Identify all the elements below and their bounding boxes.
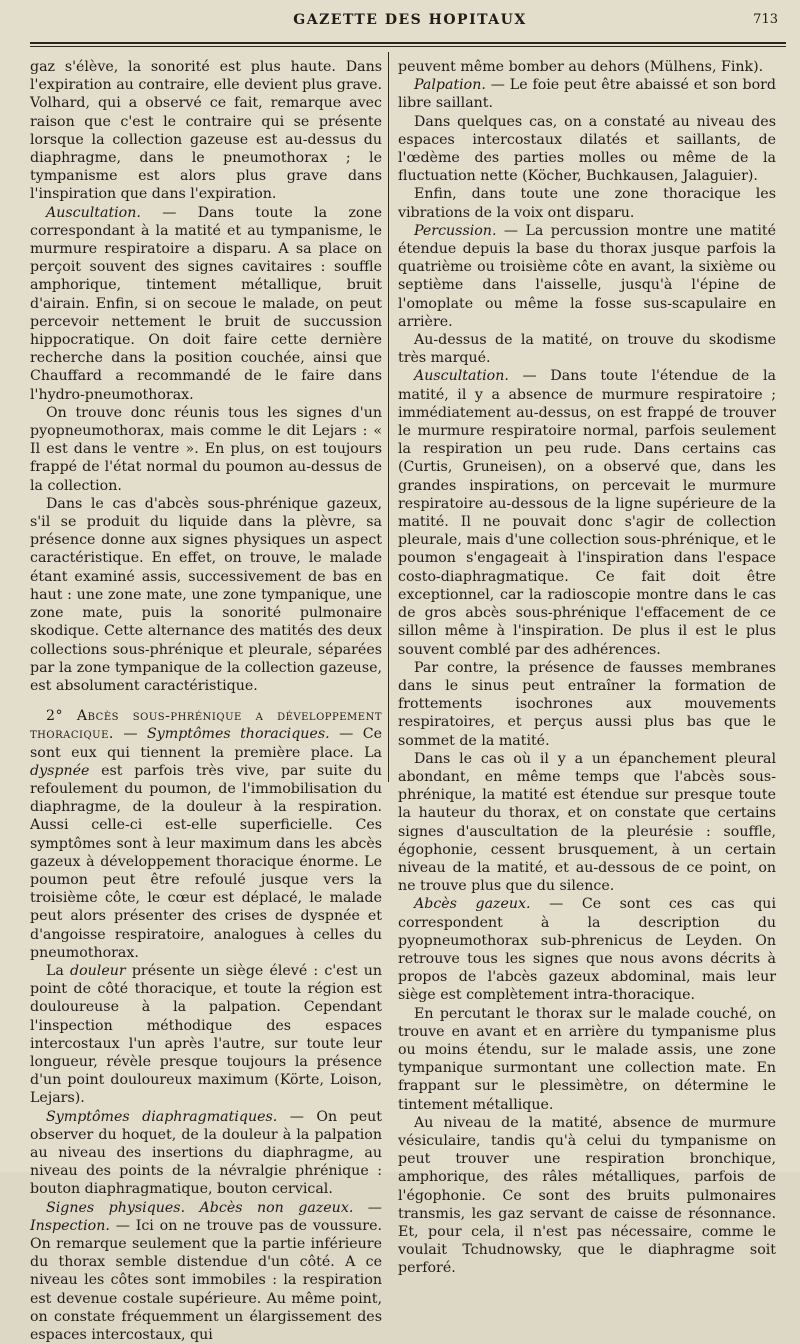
paragraph: Signes physiques. Abcès non gazeux. — Inspection. — Ici on ne trouve pas de voussure. On remarque seulement que la partie inférieure du thorax semble distendue d'un côté. A ce niveau les côtes sont immobiles : la respiration est devenue costale supérieure. Au même point, on constate fréquemment un élargissement des espaces intercostaux, qui (30, 1199, 382, 1344)
paragraph: Au niveau de la matité, absence de murmure vésiculaire, tandis qu'à celui du tympanisme on peut trouver une respiration bronchique, amphorique, des râles métalliques, parfois de l'égophonie. Ce sont des bruits pulmonaires transmis, les gaz servant de caisse de résonnance. Et, pour cela, il n'est pas nécessaire, comme le voulait Tchudnowsky, que le diaphragme soit perforé. (398, 1114, 776, 1277)
header-rule (30, 42, 786, 44)
paragraph: Auscultation. — Dans toute la zone correspondant à la matité et au tympanisme, le murmure respiratoire a disparu. A sa place on perçoit souvent des signes cavitaires : souffle amphorique, tintement métallique, bruit d'airain. Enfin, si on secoue le malade, on peut percevoir nettement le bruit de succussion hippocratique. On doit faire cette dernière recherche dans la position couchée, ainsi que Chauffard a recommandé de le faire dans l'hydro-pneumothorax. (30, 204, 382, 403)
paragraph: Palpation. — Le foie peut être abaissé et son bord libre saillant. (398, 77, 776, 112)
paragraph: Dans le cas d'abcès sous-phrénique gazeux, s'il se produit du liquide dans la plèvre, sa présence donne aux signes physiques un aspect caractéristique. En effet, on trouve, le malade étant examiné assis, successivement de bas en haut : une zone mate, une zone tympanique, une zone mate, puis la sonorité pulmonaire skodique. Cette alternance des matités des deux collections sous-phrénique et pleurale, séparées par la zone tympanique de la collection gazeuse, est absolument caractéristique. (30, 495, 382, 694)
paragraph: Au-dessus de la matité, on trouve du skodisme très marqué. (398, 332, 776, 367)
paragraph: Percussion. — La percussion montre une matité étendue depuis la base du thorax jusque parfois la quatrième ou troisième côte en avant, la sixième ou septième dans l'aisselle, jusqu'à l'épine de l'omoplate ou même la fosse sus-scapulaire en arrière. (398, 222, 776, 330)
paragraph: peuvent même bomber au dehors (Mülhens, Fink). (398, 59, 764, 75)
subheading: Signes physiques. Abcès non gazeux. — Inspection. (30, 1199, 382, 1234)
paragraph: Enfin, dans toute une zone thoracique les vibrations de la voix ont disparu. (398, 186, 776, 221)
paragraph: gaz s'élève, la sonorité est plus haute. Dans l'expiration au contraire, elle devient plus grave. Volhard, qui a observé ce fait, remarque avec raison que c'est le contraire qui se présente lorsque la collection gazeuse est au-dessus du diaphragme, dans le pneumothorax ; le tympanisme est alors plus grave dans l'inspiration que dans l'expiration. (30, 59, 382, 203)
paragraph: Abcès gazeux. — Ce sont ces cas qui correspondent à la description du pyopneumothorax sub-phrenicus de Leyden. On retrouve tous les signes que nous avons décrits à propos de l'abcès gazeux abdominal, mais leur siège est complètement intra-thoracique. (398, 896, 776, 1004)
subheading: Symptômes diaphragmatiques. (46, 1108, 278, 1125)
page-number: 713 (753, 12, 778, 27)
header-rule-thin (30, 46, 786, 47)
paragraph: Auscultation. — Dans toute l'étendue de la matité, il y a absence de murmure respiratoire ; immédiatement au-dessus, on est frappé de trouver le murmure respiratoire normal, parfois seulement la respiration un peu rude. Dans certains cas (Curtis, Gruneisen), on a observé que, dans les grandes inspirations, on percevait le murmure respiratoire au-dessous de la ligne supérieure de la matité. Il ne pouvait donc s'agir de collection pleurale, mais d'une collection sous-phrénique, et le poumon s'engageait à l'inspiration dans l'espace costo-diaphragmatique. Ce fait doit être exceptionnel, car la radioscopie montre dans le cas de gros abcès sous-phrénique l'effacement de ce sillon même à l'inspiration. De plus il est le plus souvent comblé par des adhérences. (398, 368, 776, 658)
left-column (30, 58, 382, 1344)
section-heading: 2° Abcès sous-phrénique a développement thoracique. (30, 708, 382, 743)
section-paragraph: 2° Abcès sous-phrénique a développement thoracique. — Symptômes thoraciques. — Ce sont eux qui tiennent la première place. La dyspnée est parfois très vive, par suite du refoulement du poumon, de l'immobilisation du diaphragme, de la douleur à la respiration. Aussi celle-ci est-elle superficielle. Ces symptômes sont à leur maximum dans les abcès gazeux à développement thoracique énorme. Le poumon peut être refoulé jusque vers la troisième côte, le cœur est déplacé, le malade peut alors présenter des crises de dyspnée et d'angoisse respiratoire, analogues à celles du pneumothorax. (30, 708, 382, 961)
paragraph: Symptômes diaphragmatiques. — On peut observer du hoquet, de la douleur à la palpation au niveau des insertions du diaphragme, au niveau des points de la névralgie phrénique : bouton diaphragmatique, bouton cervical. (30, 1108, 382, 1198)
paragraph: Dans quelques cas, on a constaté au niveau des espaces intercostaux dilatés et saillants, de l'œdème des parties molles ou même de la fluctuation nette (Köcher, Buchkausen, Jalaguier). (398, 113, 776, 185)
running-title: GAZETTE DES HOPITAUX (293, 12, 527, 28)
paragraph: Par contre, la présence de fausses membranes dans le sinus peut entraîner la formation de frottements isochrones aux mouvements respiratoires, et perçus aussi plus bas que le sommet de la matité. (398, 659, 776, 749)
paragraph: On trouve donc réunis tous les signes d'un pyopneumothorax, mais comme le dit Lejars : « Il est dans le ventre ». En plus, on est toujours frappé de l'état normal du poumon au-dessus de la collection. (30, 404, 382, 494)
subheading: Symptômes thoraciques. (147, 726, 330, 743)
paragraph: La douleur présente un siège élevé : c'est un point de côté thoracique, et toute la région est douloureuse à la palpation. Cependant l'inspection méthodique des espaces intercostaux l'un après l'autre, sur toute leur longueur, révèle presque toujours la présence d'un point douloureux maximum (Körte, Loison, Lejars). (30, 962, 382, 1107)
right-column (398, 58, 776, 1278)
subheading: Auscultation. (46, 204, 141, 221)
subheading: Percussion. (414, 222, 497, 239)
subheading: Abcès gazeux. (414, 896, 531, 913)
paragraph: Dans le cas où il y a un épanchement pleural abondant, en même temps que l'abcès sous-phrénique, la matité est étendue sur presque toute la hauteur du thorax, et on constate que certains signes d'auscultation de la pleurésie : souffle, égophonie, cessent brusquement, à un certain niveau de la matité, et au-dessous de ce point, on ne trouve plus que du silence. (398, 750, 776, 895)
paragraph: En percutant le thorax sur le malade couché, on trouve en avant et en arrière du tympanisme plus ou moins étendu, sur le malade assis, une zone tympanique surmontant une collection mate. En frappant sur le plessimètre, on détermine le tintement métallique. (398, 1005, 776, 1113)
subheading: Auscultation. (414, 368, 509, 385)
page-header (30, 10, 790, 40)
subheading: Palpation. (414, 77, 486, 94)
column-divider (388, 52, 389, 782)
